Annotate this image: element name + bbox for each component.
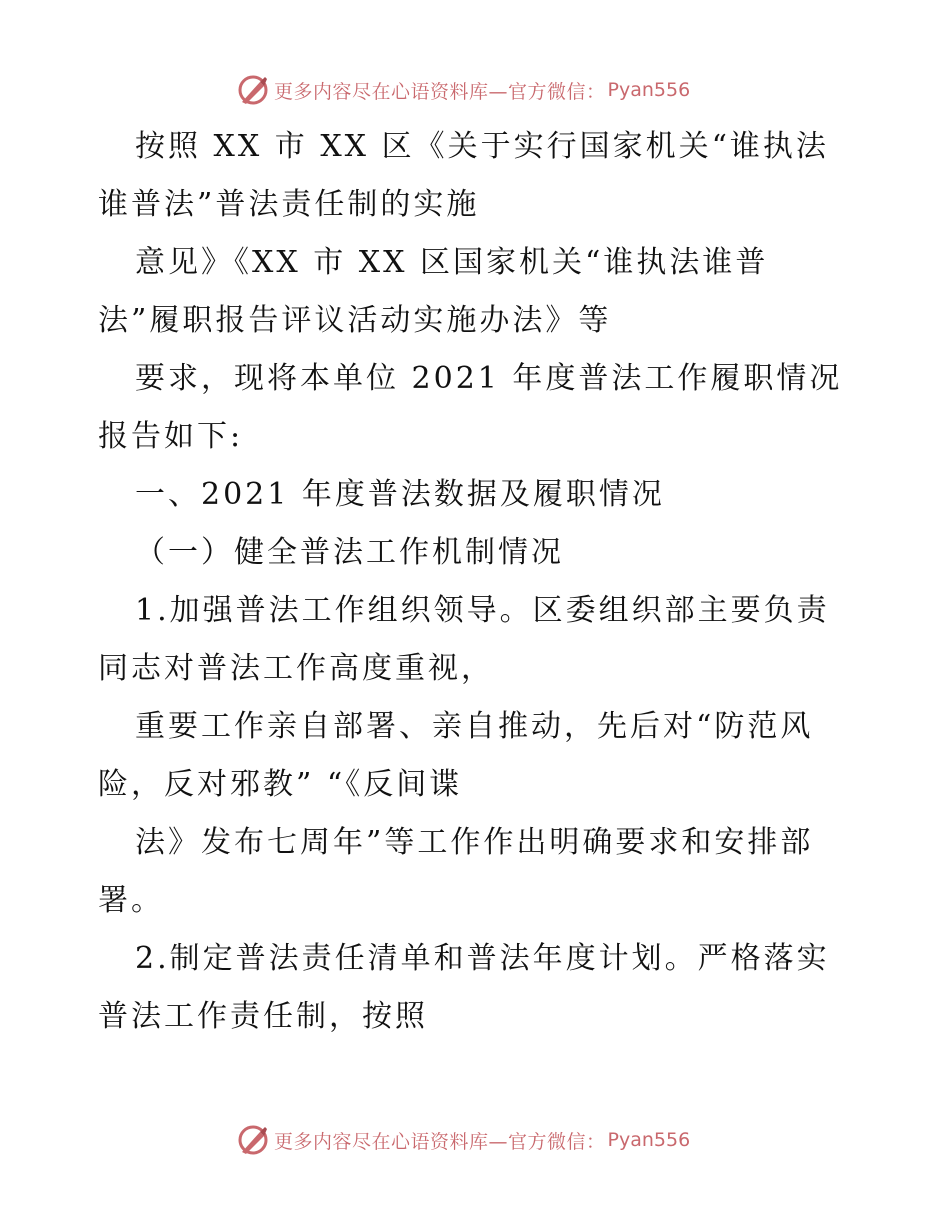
text-line: 按照 XX 市 XX 区《关于实行国家机关“谁执法 <box>135 129 829 164</box>
document-body <box>98 118 858 1046</box>
footer-watermark <box>236 1123 690 1157</box>
watermark-handle: Pyan556 <box>607 1129 691 1151</box>
subsection-heading: （一）健全普法工作机制情况 <box>135 535 564 570</box>
text-line: 法》发布七周年”等工作作出明确要求和安排部 <box>135 825 814 860</box>
text-line: 法”履职报告评议活动实施办法》等 <box>98 303 612 338</box>
text-line: 同志对普法工作高度重视， <box>98 651 494 686</box>
text-line: 报告如下: <box>98 419 244 454</box>
header-watermark <box>236 73 690 107</box>
text-line: 署。 <box>98 883 164 918</box>
text-line: 谁普法”普法责任制的实施 <box>98 187 480 222</box>
text-line: 重要工作亲自部署、亲自推动，先后对“防范风 <box>135 709 814 744</box>
pen-logo-icon <box>236 73 270 107</box>
section-heading: 一、2021 年度普法数据及履职情况 <box>135 477 665 512</box>
text-line: 要求，现将本单位 2021 年度普法工作履职情况 <box>135 361 843 396</box>
text-line: 1.加强普法工作组织领导。区委组织部主要负责 <box>135 593 830 628</box>
watermark-handle: Pyan556 <box>607 79 691 101</box>
text-line: 2.制定普法责任清单和普法年度计划。严格落实 <box>135 941 830 976</box>
pen-logo-icon <box>236 1123 270 1157</box>
watermark-text: 更多内容尽在心语资料库—官方微信： <box>274 80 606 103</box>
text-line: 险，反对邪教” “《反间谍 <box>98 767 463 802</box>
watermark-text: 更多内容尽在心语资料库—官方微信： <box>274 1130 606 1153</box>
text-line: 普法工作责任制，按照 <box>98 999 428 1034</box>
text-line: 意见》《XX 市 XX 区国家机关“谁执法谁普 <box>135 245 769 280</box>
